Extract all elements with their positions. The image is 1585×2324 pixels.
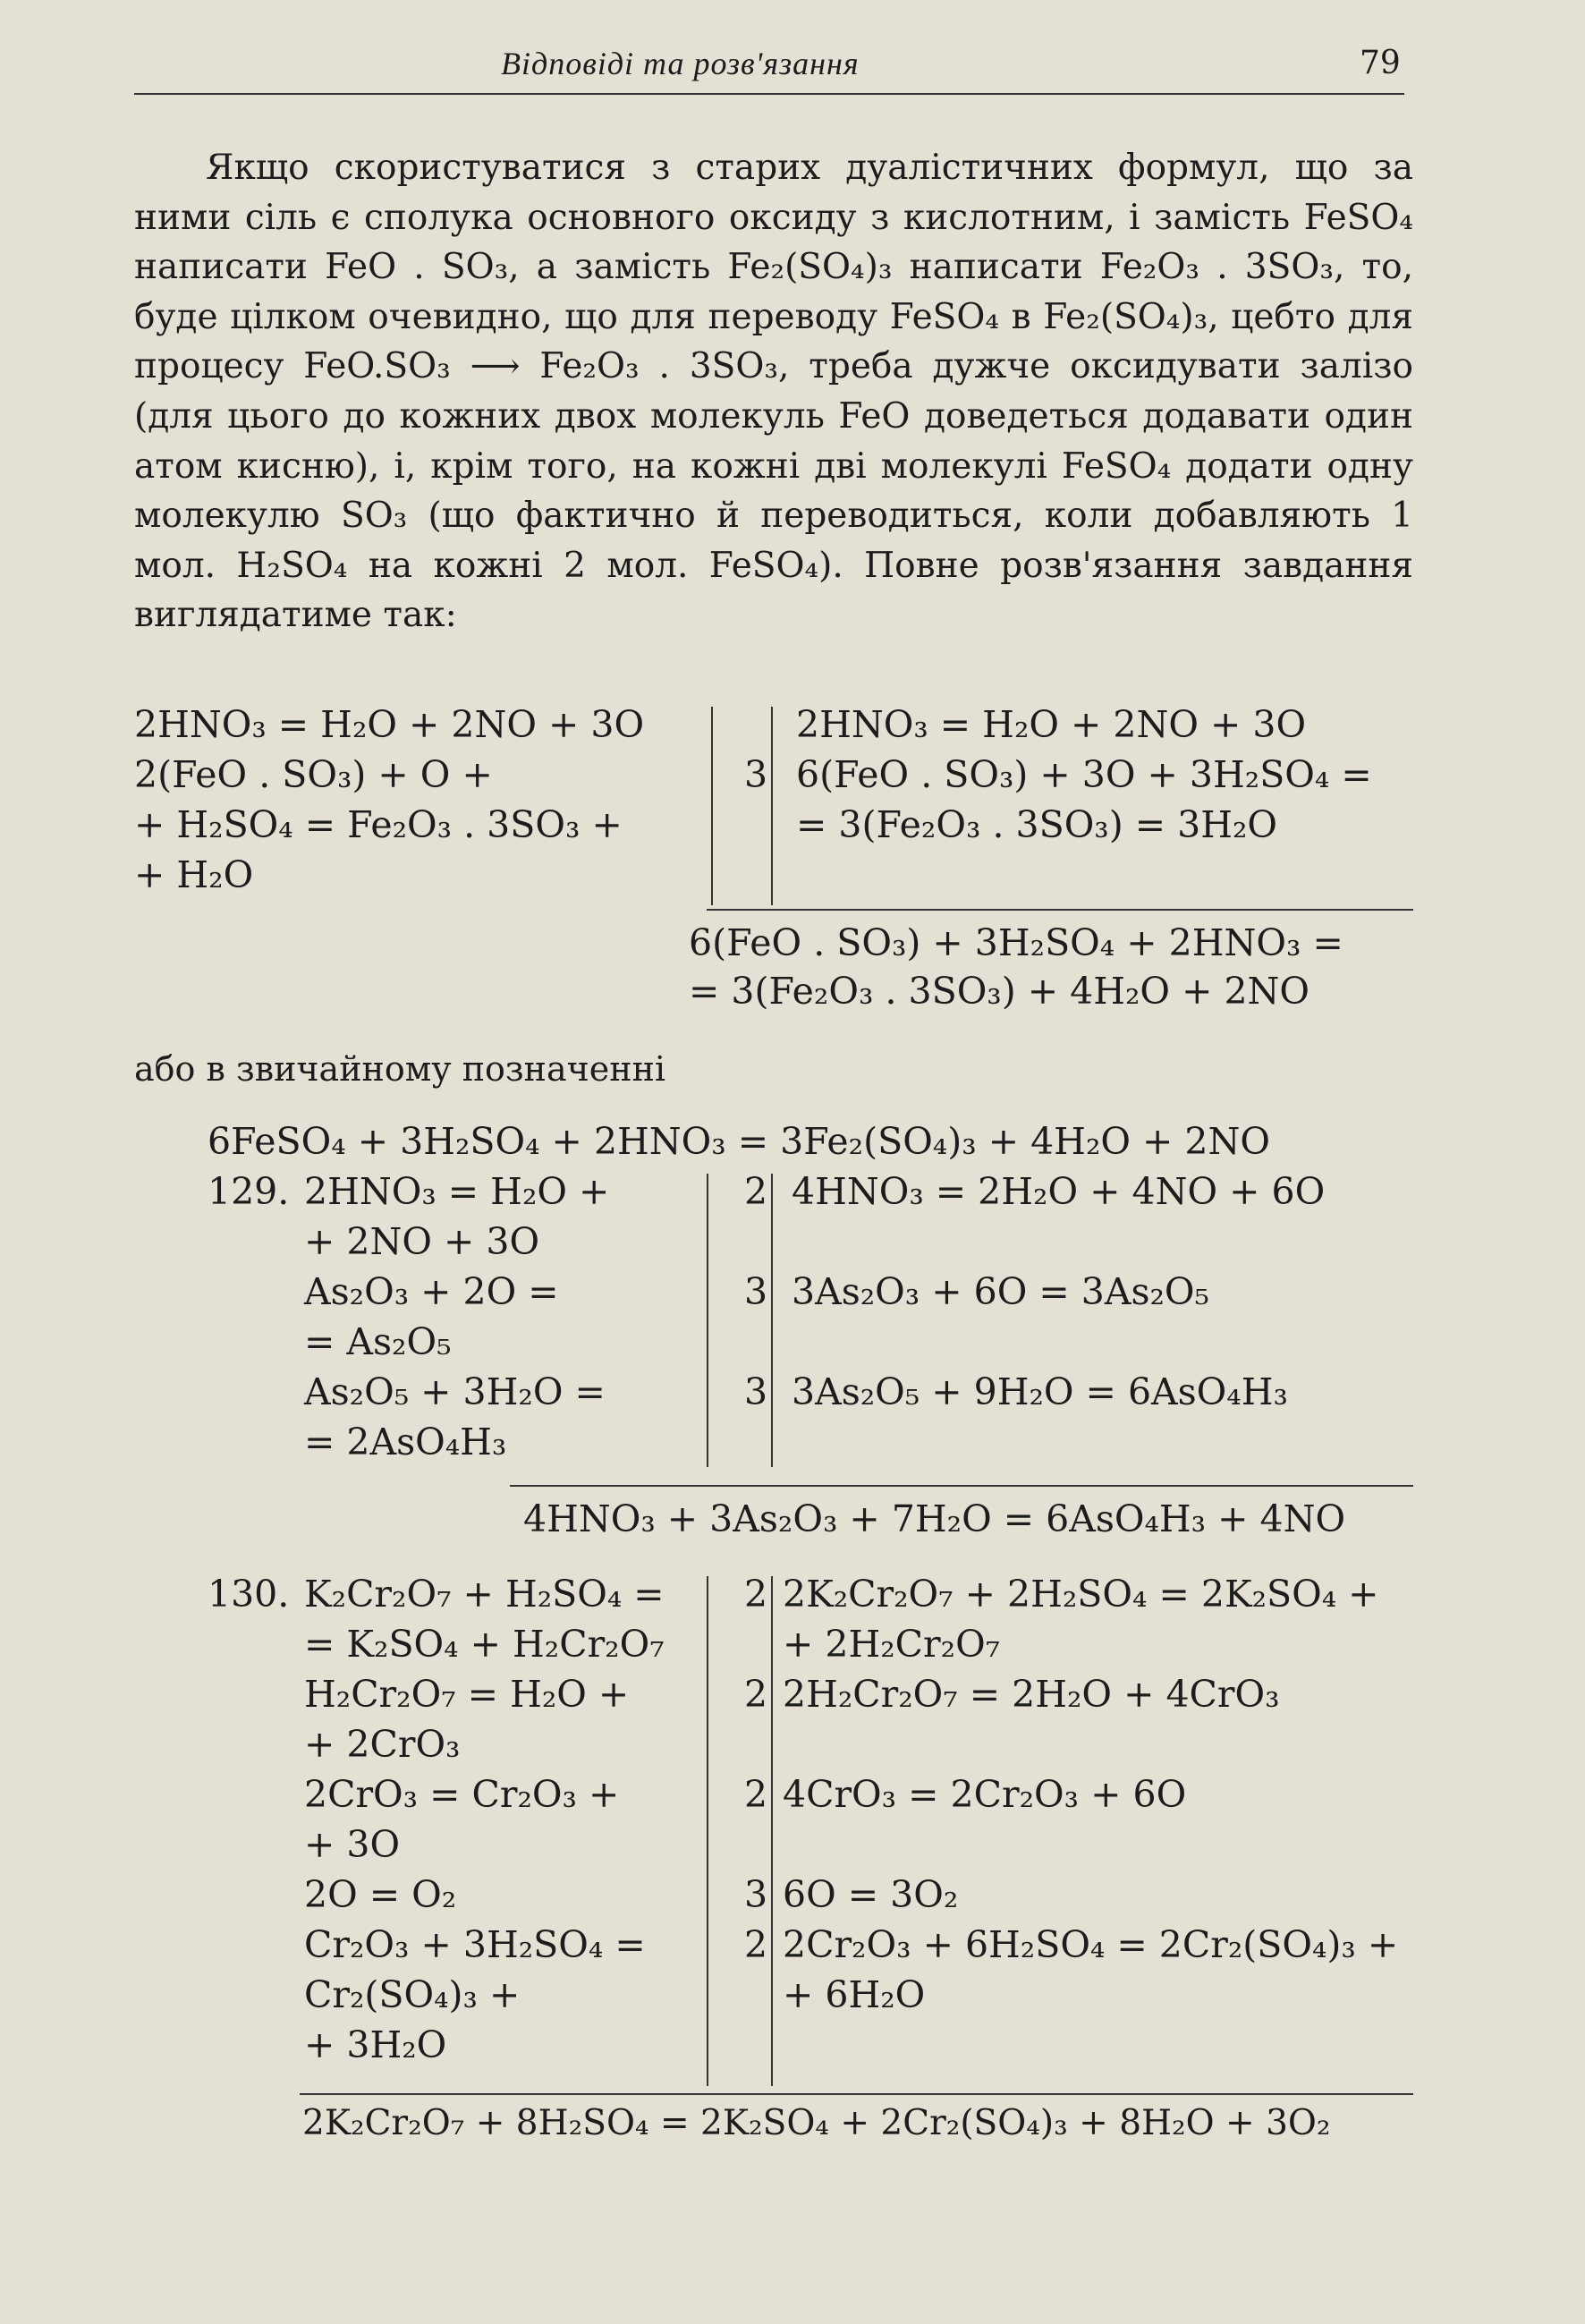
p130-left-eq: H₂Cr₂O₇ = H₂O +: [304, 1673, 630, 1716]
p129-right-eq: 4HNO₃ = 2H₂O + 4NO + 6O: [792, 1170, 1326, 1213]
p130-divider-line: [771, 1576, 773, 2086]
block1-right-eq: = 3(Fe₂O₃ . 3SO₃) = 3H₂O: [796, 803, 1278, 846]
p130-right-eq: + 6H₂O: [783, 1973, 926, 2016]
block1-left-eq: + H₂SO₄ = Fe₂O₃ . 3SO₃ +: [134, 803, 623, 846]
p129-multiplier: 3: [744, 1370, 768, 1413]
block1-left-eq: + H₂O: [134, 853, 254, 896]
p130-right-eq: 2H₂Cr₂O₇ = 2H₂O + 4CrO₃: [783, 1673, 1280, 1716]
p130-multiplier: 2: [744, 1573, 768, 1616]
problem-number: 129.: [208, 1170, 290, 1213]
p129-total-eq: 4HNO₃ + 3As₂O₃ + 7H₂O = 6AsO₄H₃ + 4NO: [523, 1497, 1346, 1540]
running-header: Відповіді та розв'язання: [501, 46, 860, 81]
p129-right-eq: 3As₂O₅ + 9H₂O = 6AsO₄H₃: [792, 1370, 1288, 1413]
intro-paragraph: [134, 143, 1413, 640]
p130-left-eq: Cr₂(SO₄)₃ +: [304, 1973, 521, 2016]
block1-right-eq: 6(FeO . SO₃) + 3O + 3H₂SO₄ =: [796, 753, 1372, 796]
p129-left-eq: As₂O₅ + 3H₂O =: [304, 1370, 606, 1413]
p130-left-eq: K₂Cr₂O₇ + H₂SO₄ =: [304, 1573, 665, 1616]
p130-divider-line: [707, 1576, 708, 2086]
p130-left-eq: Cr₂O₃ + 3H₂SO₄ =: [304, 1923, 646, 1966]
p130-left-eq: 2CrO₃ = Cr₂O₃ +: [304, 1773, 620, 1816]
intro-text: Якщо скористуватися з старих дуалістичних формул, що за ними сіль є сполука основного оксиду з кислотним, і замість FeSO₄ написати FeO . SO₃, а замість Fe₂(SO₄)₃ написати Fe₂O₃ . 3SO₃, то, буде цілком очевидно, що для переводу FeSO₄ в Fe₂(SO₄)₃, цебто для процесу FeO.SO₃ ⟶ Fe₂O₃ . 3SO₃, треба дужче оксидувати залізо (для цього до кожних двох молекуль FeO доведеться додавати один атом кисню), і, крім того, на кожні дві молекулі FeSO₄ додати одну молекулю SO₃ (що фактично й переводиться, коли добавляють 1 мол. H₂SO₄ на кожні 2 мол. FeSO₄). Повне розв'язання завдання виглядатиме так:: [134, 148, 1413, 636]
p130-left-eq: = K₂SO₄ + H₂Cr₂O₇: [304, 1623, 665, 1666]
problem-number: 130.: [208, 1573, 290, 1616]
block1-divider-line: [771, 707, 773, 905]
p130-right-eq: 6O = 3O₂: [783, 1873, 959, 1916]
block1-total-eq: = 3(Fe₂O₃ . 3SO₃) + 4H₂O + 2NO: [689, 970, 1310, 1013]
p130-total-eq: 2K₂Cr₂O₇ + 8H₂SO₄ = 2K₂SO₄ + 2Cr₂(SO₄)₃ + 8H₂O + 3O₂: [302, 2103, 1331, 2143]
p130-multiplier: 2: [744, 1923, 768, 1966]
p130-left-eq: + 2CrO₃: [304, 1723, 461, 1766]
p129-multiplier: 2: [744, 1170, 768, 1213]
p129-divider-line: [707, 1174, 708, 1467]
p130-right-eq: + 2H₂Cr₂O₇: [783, 1623, 1001, 1666]
block1-right-eq: 2HNO₃ = H₂O + 2NO + 3O: [796, 703, 1307, 746]
usual-notation-label: або в звичайному позначенні: [134, 1049, 666, 1089]
usual-notation-equation: 6FeSO₄ + 3H₂SO₄ + 2HNO₃ = 3Fe₂(SO₄)₃ + 4H₂O + 2NO: [208, 1120, 1270, 1163]
p130-left-eq: + 3H₂O: [304, 2023, 447, 2066]
block1-divider-line: [711, 707, 713, 905]
p130-total-rule: [300, 2093, 1413, 2095]
block1-total-eq: 6(FeO . SO₃) + 3H₂SO₄ + 2HNO₃ =: [689, 921, 1343, 964]
p129-left-eq: 2HNO₃ = H₂O +: [304, 1170, 610, 1213]
p129-left-eq: = As₂O₅: [304, 1320, 452, 1363]
p129-total-rule: [510, 1485, 1413, 1487]
block1-multiplier: 3: [744, 753, 768, 796]
p130-left-eq: + 3O: [304, 1823, 401, 1866]
block1-left-eq: 2(FeO . SO₃) + O +: [134, 753, 493, 796]
block1-total-rule: [707, 909, 1413, 911]
p129-multiplier: 3: [744, 1270, 768, 1313]
p129-left-eq: = 2AsO₄H₃: [304, 1421, 507, 1463]
header-rule: [134, 93, 1404, 95]
p129-left-eq: As₂O₃ + 2O =: [304, 1270, 559, 1313]
p130-right-eq: 4CrO₃ = 2Cr₂O₃ + 6O: [783, 1773, 1187, 1816]
p130-multiplier: 2: [744, 1673, 768, 1716]
p130-right-eq: 2Cr₂O₃ + 6H₂SO₄ = 2Cr₂(SO₄)₃ +: [783, 1923, 1399, 1966]
p130-multiplier: 2: [744, 1773, 768, 1816]
p129-divider-line: [771, 1174, 773, 1467]
p129-left-eq: + 2NO + 3O: [304, 1220, 540, 1263]
block1-left-eq: 2HNO₃ = H₂O + 2NO + 3O: [134, 703, 645, 746]
p129-right-eq: 3As₂O₃ + 6O = 3As₂O₅: [792, 1270, 1209, 1313]
p130-multiplier: 3: [744, 1873, 768, 1916]
p130-left-eq: 2O = O₂: [304, 1873, 457, 1916]
p130-right-eq: 2K₂Cr₂O₇ + 2H₂SO₄ = 2K₂SO₄ +: [783, 1573, 1379, 1616]
page-number: 79: [1360, 45, 1401, 81]
